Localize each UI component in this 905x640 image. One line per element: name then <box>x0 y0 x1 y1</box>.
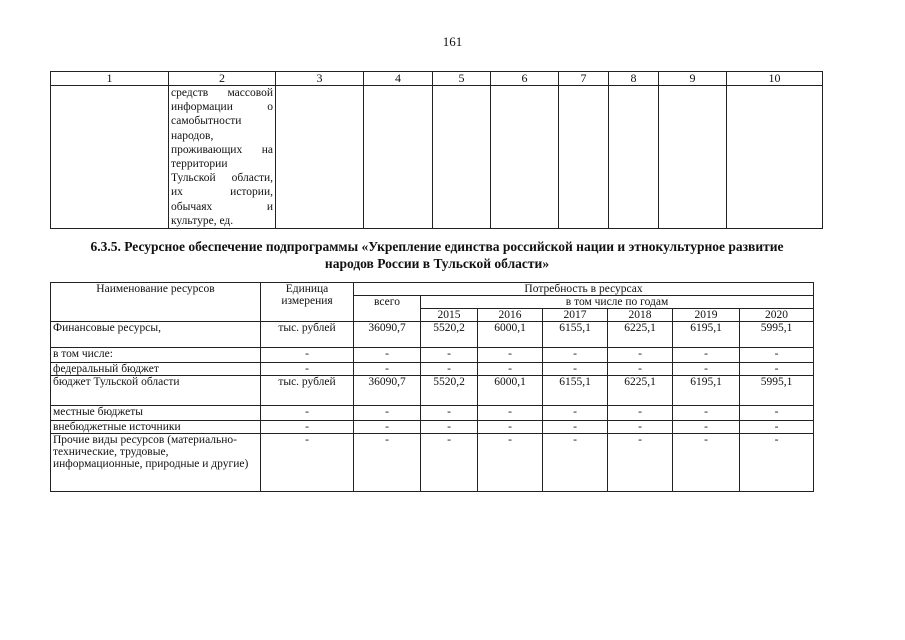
empty-cell <box>433 86 491 229</box>
empty-cell <box>276 86 364 229</box>
table-row <box>51 322 814 348</box>
section-title-line: народов России в Тульской области» <box>324 256 550 271</box>
resource-year-value: - <box>673 434 740 492</box>
resource-year-value: - <box>478 434 543 492</box>
page-number: 161 <box>442 34 463 49</box>
resource-year-value: - <box>673 421 740 434</box>
resource-year-value: - <box>608 406 673 421</box>
resource-name: федеральный бюджет <box>51 363 261 376</box>
resource-year-value: - <box>673 406 740 421</box>
empty-cell <box>491 86 559 229</box>
column-number: 3 <box>276 72 364 86</box>
resource-total: - <box>354 406 421 421</box>
column-number: 10 <box>727 72 823 86</box>
table-row <box>51 406 814 421</box>
header-name: Наименование ресурсов <box>51 283 261 322</box>
resource-year-value: 6000,1 <box>478 376 543 406</box>
resource-total: - <box>354 363 421 376</box>
table-row <box>51 363 814 376</box>
section-title-line: 6.3.5. Ресурсное обеспечение подпрограммы «Укрепление единства российской нации и этнокультурное развитие <box>90 239 784 254</box>
resource-name: Прочие виды ресурсов (материально-технические, трудовые, информационные, природные и другие) <box>51 434 261 492</box>
empty-cell <box>51 86 169 229</box>
resource-year-value: - <box>421 363 478 376</box>
header-year: 2017 <box>543 309 608 322</box>
resource-unit: тыс. рублей <box>261 322 354 348</box>
resource-year-value: - <box>740 363 814 376</box>
resource-unit: - <box>261 421 354 434</box>
resource-total: - <box>354 434 421 492</box>
header-row <box>51 283 814 296</box>
empty-cell <box>559 86 609 229</box>
resource-year-value: - <box>421 421 478 434</box>
resource-year-value: - <box>608 363 673 376</box>
resource-year-value: - <box>478 421 543 434</box>
resources-table-body <box>51 322 814 492</box>
header-year: 2020 <box>740 309 814 322</box>
indicator-description: средств массовой информации о самобытности народов, проживающих на территории Тульской области, их истории, обычаях и культуре, ед. <box>169 86 276 229</box>
resource-year-value: - <box>608 348 673 363</box>
resource-total: - <box>354 421 421 434</box>
resource-year-value: 6155,1 <box>543 376 608 406</box>
resource-year-value: - <box>421 406 478 421</box>
resource-total: - <box>354 348 421 363</box>
header-need: Потребность в ресурсах <box>354 283 814 296</box>
resource-name: внебюджетные источники <box>51 421 261 434</box>
resource-year-value: - <box>608 421 673 434</box>
resource-year-value: - <box>421 348 478 363</box>
column-number-row <box>51 72 823 86</box>
resource-year-value: - <box>608 434 673 492</box>
section-title <box>52 238 822 272</box>
header-year: 2015 <box>421 309 478 322</box>
resource-unit: - <box>261 406 354 421</box>
resource-year-value: - <box>478 363 543 376</box>
header-total: всего <box>354 296 421 322</box>
resource-year-value: 5520,2 <box>421 376 478 406</box>
column-number: 9 <box>659 72 727 86</box>
resource-year-value: - <box>740 421 814 434</box>
resource-year-value: - <box>478 406 543 421</box>
column-number: 8 <box>609 72 659 86</box>
column-number: 1 <box>51 72 169 86</box>
header-unit: Единица измерения <box>261 283 354 322</box>
table-row <box>51 421 814 434</box>
resource-year-value: 5995,1 <box>740 376 814 406</box>
table-row <box>51 376 814 406</box>
resource-unit: - <box>261 348 354 363</box>
resource-year-value: - <box>673 363 740 376</box>
header-year: 2018 <box>608 309 673 322</box>
resource-year-value: - <box>543 406 608 421</box>
resource-unit: тыс. рублей <box>261 376 354 406</box>
resource-year-value: 6195,1 <box>673 322 740 348</box>
resource-year-value: - <box>543 434 608 492</box>
empty-cell <box>727 86 823 229</box>
column-number: 6 <box>491 72 559 86</box>
continuation-table <box>50 71 823 229</box>
empty-cell <box>659 86 727 229</box>
empty-cell <box>609 86 659 229</box>
resource-year-value: - <box>673 348 740 363</box>
resource-year-value: - <box>740 406 814 421</box>
resource-name: бюджет Тульской области <box>51 376 261 406</box>
empty-cell <box>364 86 433 229</box>
resource-year-value: - <box>543 421 608 434</box>
table-row <box>51 434 814 492</box>
resource-year-value: 5995,1 <box>740 322 814 348</box>
resource-name: местные бюджеты <box>51 406 261 421</box>
resource-unit: - <box>261 363 354 376</box>
resource-year-value: - <box>740 348 814 363</box>
column-number: 5 <box>433 72 491 86</box>
continuation-row <box>51 86 823 229</box>
table-row <box>51 348 814 363</box>
resource-year-value: 6225,1 <box>608 322 673 348</box>
resource-year-value: - <box>478 348 543 363</box>
resource-year-value: 6155,1 <box>543 322 608 348</box>
column-number: 7 <box>559 72 609 86</box>
resource-total: 36090,7 <box>354 322 421 348</box>
header-year: 2016 <box>478 309 543 322</box>
resource-total: 36090,7 <box>354 376 421 406</box>
resource-year-value: - <box>740 434 814 492</box>
header-year: 2019 <box>673 309 740 322</box>
resource-year-value: 6225,1 <box>608 376 673 406</box>
resource-year-value: - <box>543 363 608 376</box>
resource-year-value: - <box>421 434 478 492</box>
resource-year-value: 5520,2 <box>421 322 478 348</box>
column-number: 4 <box>364 72 433 86</box>
column-number: 2 <box>169 72 276 86</box>
resource-name: в том числе: <box>51 348 261 363</box>
resource-year-value: 6195,1 <box>673 376 740 406</box>
resource-year-value: - <box>543 348 608 363</box>
header-by-years: в том числе по годам <box>421 296 814 309</box>
resource-name: Финансовые ресурсы, <box>51 322 261 348</box>
resource-unit: - <box>261 434 354 492</box>
resources-table <box>50 282 814 492</box>
resource-year-value: 6000,1 <box>478 322 543 348</box>
